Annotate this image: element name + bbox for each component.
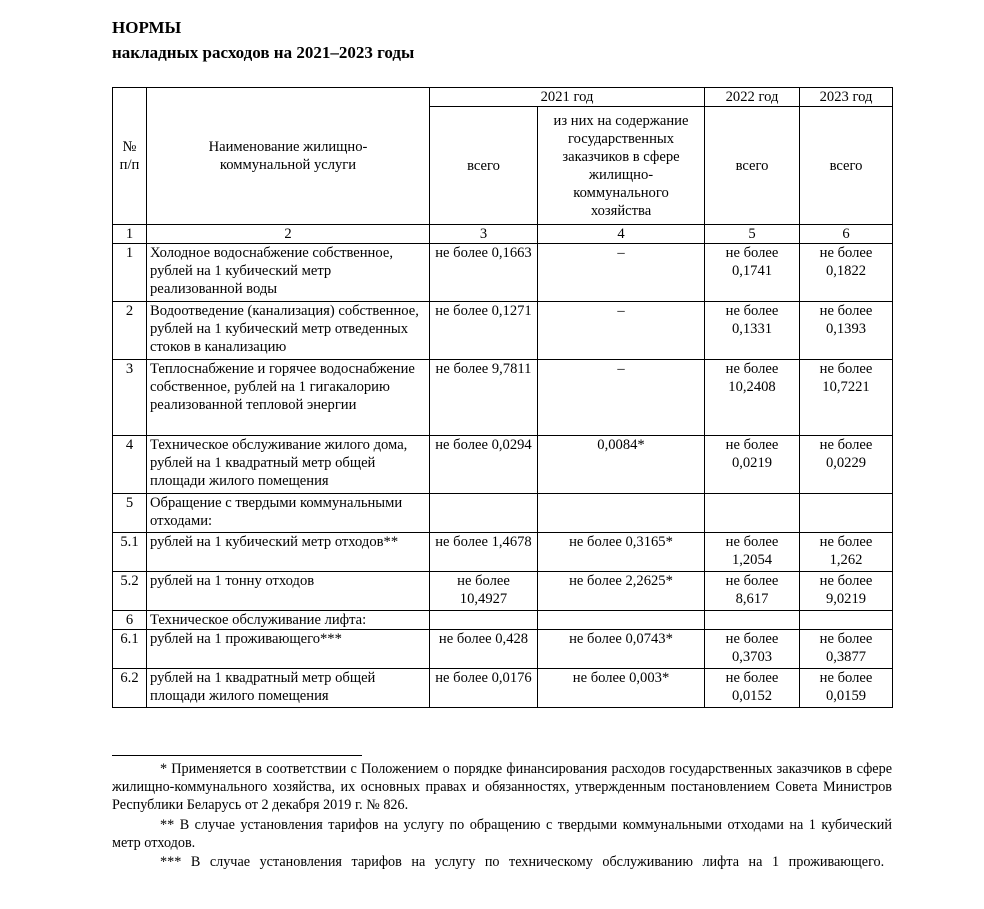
value-2021 <box>430 611 538 630</box>
col-number: 1 <box>113 225 147 244</box>
header-2021: 2021 год <box>430 88 705 107</box>
value-2021: не более 0,428 <box>430 630 538 669</box>
value-2022: не более 0,1331 <box>705 302 800 360</box>
footnote-1: * Применяется в соответствии с Положением о порядке финансирования расходов государственных заказчиков в сфере жилищно-коммунального хозяйства, их основных правах и обязанностях, утвержденным постановлением Совета Министров Республики Беларусь от 2 декабря 2019 г. № 826. <box>112 761 892 813</box>
col-number: 3 <box>430 225 538 244</box>
value-2023: не более 0,0229 <box>800 436 893 494</box>
value-2023: не более 10,7221 <box>800 360 893 436</box>
row-number: 5.2 <box>113 572 147 611</box>
service-name: Техническое обслуживание жилого дома, рублей на 1 квадратный метр общей площади жилого помещения <box>147 436 430 494</box>
service-name: рублей на 1 кубический метр отходов** <box>147 533 430 572</box>
value-2021-state: 0,0084* <box>538 436 705 494</box>
column-number-row <box>113 225 893 244</box>
table-row <box>113 360 893 436</box>
table-row <box>113 533 893 572</box>
value-2021-state: не более 0,003* <box>538 669 705 708</box>
table-row <box>113 611 893 630</box>
value-2023: не более 0,0159 <box>800 669 893 708</box>
value-2023: не более 0,3877 <box>800 630 893 669</box>
table-row <box>113 436 893 494</box>
value-2021: не более 0,0294 <box>430 436 538 494</box>
value-2021: не более 1,4678 <box>430 533 538 572</box>
value-2022: не более 10,2408 <box>705 360 800 436</box>
value-2023 <box>800 611 893 630</box>
value-2023: не более 9,0219 <box>800 572 893 611</box>
service-name: Теплоснабжение и горячее водоснабжение собственное, рублей на 1 гигакалорию реализованной тепловой энергии <box>147 360 430 436</box>
header-2023: 2023 год <box>800 88 893 107</box>
value-2021: не более 0,1271 <box>430 302 538 360</box>
document-title: НОРМЫ <box>112 18 182 37</box>
row-number: 6.1 <box>113 630 147 669</box>
value-2021-state: – <box>538 244 705 302</box>
row-number: 2 <box>113 302 147 360</box>
row-number: 4 <box>113 436 147 494</box>
value-2023: не более 0,1393 <box>800 302 893 360</box>
value-2022: не более 0,3703 <box>705 630 800 669</box>
service-name: Обращение с твердыми коммунальными отходами: <box>147 494 430 533</box>
value-2022: не более 1,2054 <box>705 533 800 572</box>
table-row <box>113 494 893 533</box>
service-name: рублей на 1 квадратный метр общей площади жилого помещения <box>147 669 430 708</box>
header-2021-total: всего <box>430 107 538 225</box>
table-row <box>113 244 893 302</box>
footnote-3: *** В случае установления тарифов на услугу по техническому обслуживанию лифта на 1 проживающего. <box>160 854 885 870</box>
value-2022: не более 0,1741 <box>705 244 800 302</box>
value-2021-state: не более 0,0743* <box>538 630 705 669</box>
value-2021: не более 0,1663 <box>430 244 538 302</box>
row-number: 3 <box>113 360 147 436</box>
value-2021 <box>430 494 538 533</box>
table-row <box>113 302 893 360</box>
header-service-name: Наименование жилищно-коммунальной услуги <box>147 88 430 225</box>
col-number: 4 <box>538 225 705 244</box>
footnote-divider <box>112 755 362 756</box>
col-number: 6 <box>800 225 893 244</box>
value-2022 <box>705 494 800 533</box>
value-2021-state <box>538 611 705 630</box>
table-row <box>113 669 893 708</box>
service-name: Холодное водоснабжение собственное, рублей на 1 кубический метр реализованной воды <box>147 244 430 302</box>
row-number: 6 <box>113 611 147 630</box>
value-2022: не более 0,0152 <box>705 669 800 708</box>
value-2021-state: не более 2,2625* <box>538 572 705 611</box>
document-subtitle: накладных расходов на 2021–2023 годы <box>112 43 415 62</box>
table-row <box>113 630 893 669</box>
value-2021-state: не более 0,3165* <box>538 533 705 572</box>
value-2023: не более 0,1822 <box>800 244 893 302</box>
table-row <box>113 572 893 611</box>
col-number: 2 <box>147 225 430 244</box>
row-number: 5.1 <box>113 533 147 572</box>
value-2021: не более 9,7811 <box>430 360 538 436</box>
row-number: 5 <box>113 494 147 533</box>
col-number: 5 <box>705 225 800 244</box>
service-name: рублей на 1 проживающего*** <box>147 630 430 669</box>
row-number: 1 <box>113 244 147 302</box>
value-2023 <box>800 494 893 533</box>
value-2021-state: – <box>538 360 705 436</box>
footnote-2: ** В случае установления тарифов на услугу по обращению с твердыми коммунальными отходами на 1 кубический метр отходов. <box>112 817 892 851</box>
row-number: 6.2 <box>113 669 147 708</box>
value-2022 <box>705 611 800 630</box>
header-2023-total: всего <box>800 107 893 225</box>
value-2023: не более 1,262 <box>800 533 893 572</box>
header-num: № п/п <box>113 88 147 225</box>
header-2022-total: всего <box>705 107 800 225</box>
norms-table <box>112 87 893 708</box>
value-2022: не более 8,617 <box>705 572 800 611</box>
header-2021-state-customers: из них на содержание государственных заказчиков в сфере жилищно-коммунального хозяйства <box>538 107 705 225</box>
header-row-years <box>113 88 893 107</box>
service-name: Водоотведение (канализация) собственное, рублей на 1 кубический метр отведенных стоков в канализацию <box>147 302 430 360</box>
value-2021-state <box>538 494 705 533</box>
value-2021-state: – <box>538 302 705 360</box>
value-2021: не более 10,4927 <box>430 572 538 611</box>
service-name: Техническое обслуживание лифта: <box>147 611 430 630</box>
value-2022: не более 0,0219 <box>705 436 800 494</box>
value-2021: не более 0,0176 <box>430 669 538 708</box>
service-name: рублей на 1 тонну отходов <box>147 572 430 611</box>
header-2022: 2022 год <box>705 88 800 107</box>
